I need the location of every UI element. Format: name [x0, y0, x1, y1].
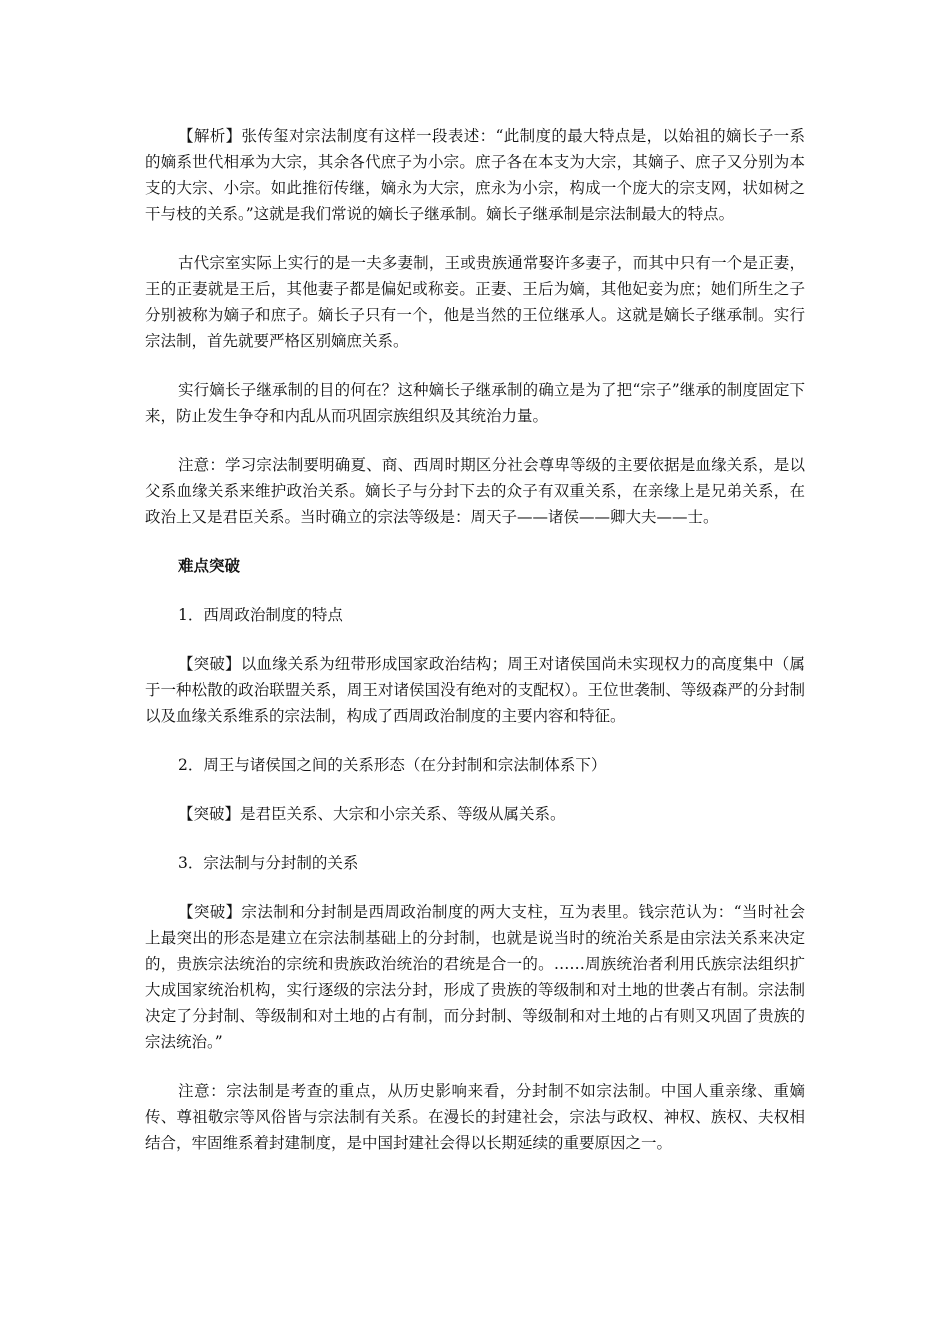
breakthrough-paragraph-1: 【突破】以血缘关系为纽带形成国家政治结构；周王对诸侯国尚未实现权力的高度集中（属于一种松散的政治联盟关系，周王对诸侯国没有绝对的支配权）。王位世袭制、等级森严的分封制以及血缘关系维系的宗法制，构成了西周政治制度的主要内容和特征。	[145, 655, 805, 725]
breakthrough-paragraph-2: 【突破】是君臣关系、大宗和小宗关系、等级从属关系。	[178, 805, 566, 823]
numbered-item-3: 3．宗法制与分封制的关系	[178, 854, 359, 872]
section-heading: 难点突破	[178, 557, 241, 575]
polygamy-paragraph: 古代宗室实际上实行的是一夫多妻制，王或贵族通常娶许多妻子，而其中只有一个是正妻，王的正妻就是王后，其他妻子都是偏妃或称妾。正妻、王后为嫡，其他妃妾为庶；她们所生之子分别被称为嫡子和庶子。嫡长子只有一个，他是当然的王位继承人。这就是嫡长子继承制。实行宗法制，首先就要严格区别嫡庶关系。	[145, 254, 805, 350]
document-page	[145, 123, 805, 1179]
breakthrough-paragraph-3: 【突破】宗法制和分封制是西周政治制度的两大支柱，互为表里。钱宗范认为：“当时社会上最突出的形态是建立在宗法制基础上的分封制，也就是说当时的统治关系是由宗法关系来决定的，贵族宗法统治的宗统和贵族政治统治的君统是合一的。……周族统治者利用氏族宗法组织扩大成国家统治机构，实行逐级的宗法分封，形成了贵族的等级制和对土地的世袭占有制。宗法制决定了分封制、等级制和对土地的占有制，而分封制、等级制和对土地的占有则又巩固了贵族的宗法统治。”	[145, 903, 805, 1051]
analysis-paragraph: 【解析】张传玺对宗法制度有这样一段表述：“此制度的最大特点是，以始祖的嫡长子一系的嫡系世代相承为大宗，其余各代庶子为小宗。庶子各在本支为大宗，其嫡子、庶子又分别为本支的大宗、小宗。如此推衍传继，嫡永为大宗，庶永为小宗，构成一个庞大的宗支网，状如树之干与枝的关系。”这就是我们常说的嫡长子继承制。嫡长子继承制是宗法制最大的特点。	[145, 127, 805, 223]
numbered-item-2: 2．周王与诸侯国之间的关系形态（在分封制和宗法制体系下）	[178, 756, 607, 774]
purpose-paragraph: 实行嫡长子继承制的目的何在？这种嫡长子继承制的确立是为了把“宗子”继承的制度固定下来，防止发生争夺和内乱从而巩固宗族组织及其统治力量。	[145, 381, 805, 425]
numbered-item-1: 1．西周政治制度的特点	[178, 606, 343, 624]
note-paragraph-1: 注意：学习宗法制要明确夏、商、西周时期区分社会尊卑等级的主要依据是血缘关系，是以父系血缘关系来维护政治关系。嫡长子与分封下去的众子有双重关系，在亲缘上是兄弟关系，在政治上又是君臣关系。当时确立的宗法等级是：周天子——诸侯——卿大夫——士。	[145, 456, 805, 526]
note-paragraph-2: 注意：宗法制是考查的重点，从历史影响来看，分封制不如宗法制。中国人重亲缘、重嫡传、尊祖敬宗等风俗皆与宗法制有关系。在漫长的封建社会，宗法与政权、神权、族权、夫权相结合，牢固维系着封建制度，是中国封建社会得以长期延续的重要原因之一。	[145, 1082, 805, 1152]
